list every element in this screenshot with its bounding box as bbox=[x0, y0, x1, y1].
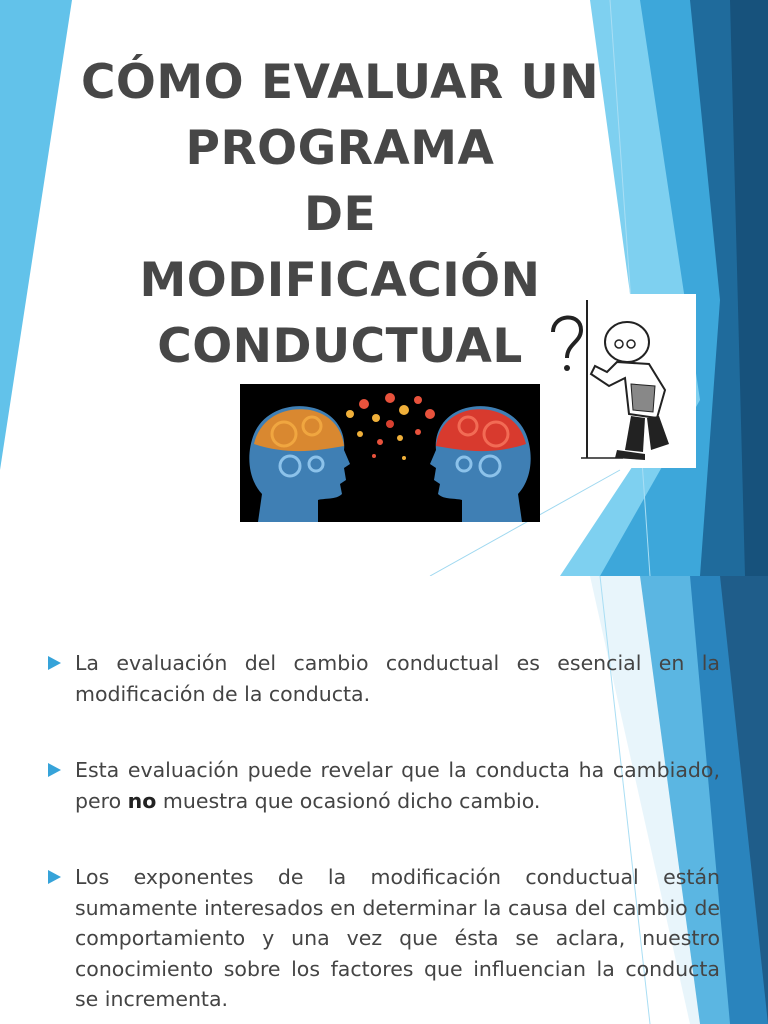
bullet-text: muestra que ocasionó dicho cambio. bbox=[156, 788, 541, 813]
title-line: MODIFICACIÓN bbox=[139, 253, 541, 308]
title-line: CÓMO EVALUAR UN bbox=[80, 55, 600, 110]
bullet-list bbox=[48, 648, 720, 1024]
title-line: CONDUCTUAL bbox=[157, 319, 523, 374]
slide-title bbox=[60, 50, 620, 380]
bullet-text: Los exponentes de la modificación conductual están sumamente interesados en determinar la causa del cambio de comportamiento y una vez que ésta se aclara, nuestro conocimiento sobre los factores que influencian la conducta se incrementa. bbox=[75, 865, 720, 1011]
bullet-arrow-icon bbox=[48, 763, 61, 777]
bullet-item bbox=[48, 755, 720, 816]
bullet-item bbox=[48, 862, 720, 1015]
bullet-text: La evaluación del cambio conductual es esencial en la modificación de la conducta. bbox=[75, 651, 720, 706]
bullet-arrow-icon bbox=[48, 870, 61, 884]
bullet-bold-text: no bbox=[127, 788, 157, 813]
bullet-arrow-icon bbox=[48, 656, 61, 670]
title-line: PROGRAMA bbox=[185, 121, 495, 176]
confused-man-question-mark-cartoon bbox=[547, 294, 696, 468]
two-heads-with-gears-image bbox=[240, 384, 540, 522]
bullet-text: Esta evaluación puede revelar que la conducta ha cambiado, pero bbox=[75, 758, 720, 813]
title-line: DE bbox=[303, 187, 377, 242]
bullet-item bbox=[48, 648, 720, 709]
content-slide bbox=[0, 576, 768, 1024]
